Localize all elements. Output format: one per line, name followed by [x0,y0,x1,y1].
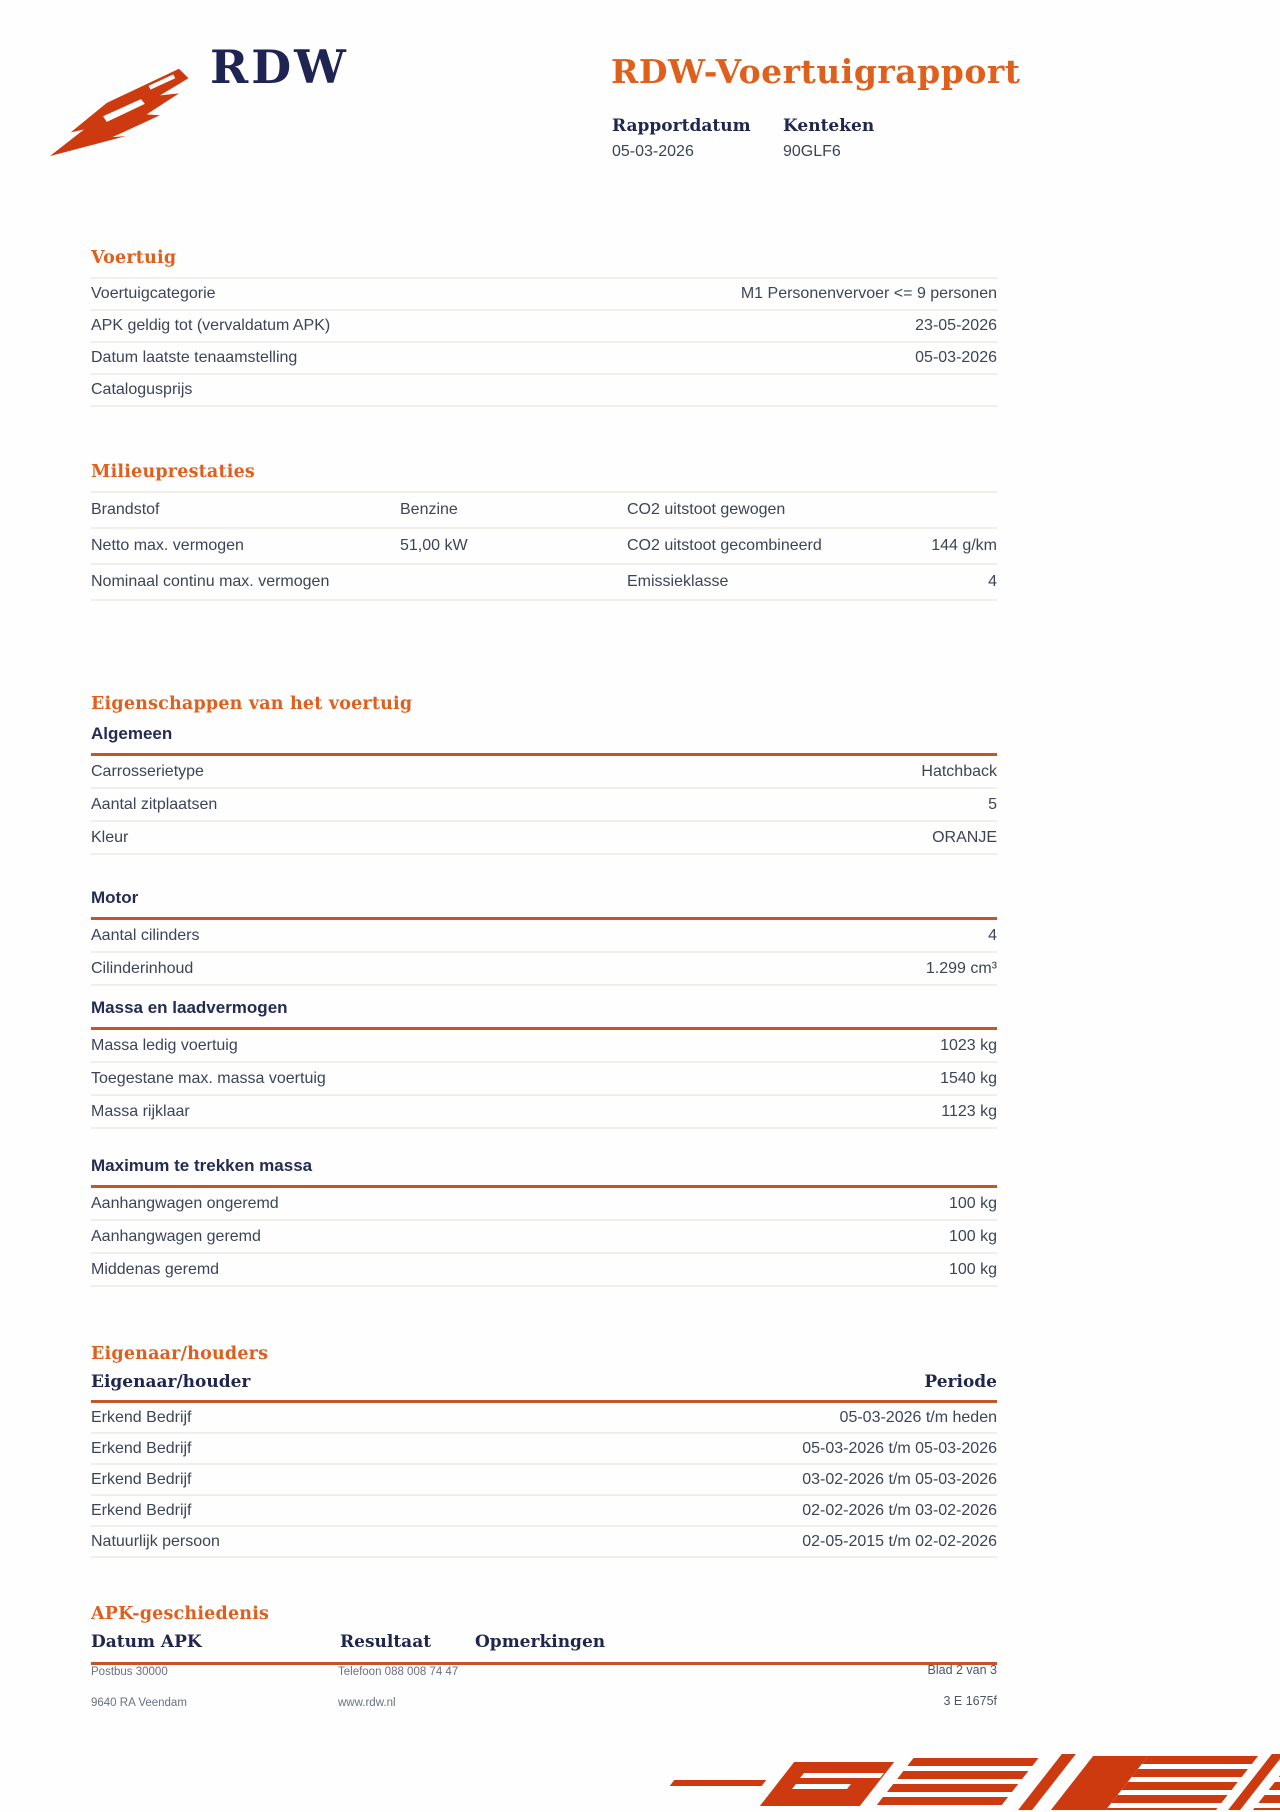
report-meta [612,116,874,161]
row-value: 4 [988,926,997,944]
section-heading: Voertuig [91,248,177,268]
table-row [91,311,997,343]
table-row [91,1527,997,1558]
row-label: Aantal cilinders [91,926,200,944]
footer-address-2: 9640 RA Veendam [91,1697,187,1709]
owner-name: Erkend Bedrijf [91,1470,192,1488]
subsection-title: Massa en laadvermogen [91,998,997,1030]
subsection-motor [91,888,997,986]
row-value: 5 [988,795,997,813]
row-value: 100 kg [948,1227,997,1245]
section-heading: Milieuprestaties [91,462,255,482]
table-row [91,529,997,565]
table-row [91,953,997,986]
row-label: Aanhangwagen geremd [91,1227,261,1245]
subsection-maximum-trekken [91,1156,997,1287]
report-date-value: 05-03-2026 [612,143,694,160]
subsection-algemeen [91,724,997,855]
subsection-title: Motor [91,888,997,920]
section-milieuprestaties [91,462,997,601]
table-row [91,1188,997,1221]
owner-name: Erkend Bedrijf [91,1439,192,1457]
table-row [91,343,997,375]
table-row [91,1496,997,1527]
owner-period: 02-05-2015 t/m 02-02-2026 [802,1532,997,1550]
section-heading: APK-geschiedenis [91,1604,270,1624]
table-row [91,1030,997,1063]
voertuig-rows [91,277,997,407]
row-label: Toegestane max. massa voertuig [91,1069,326,1087]
row-label: APK geldig tot (vervaldatum APK) [91,317,331,334]
stripe-stack [874,1758,1038,1808]
row-label: Massa rijklaar [91,1102,190,1120]
row-value: 1540 kg [940,1069,997,1087]
row-value: Hatchback [921,762,997,780]
table-row [91,279,997,311]
apk-table-header [91,1632,997,1665]
section-heading: Eigenschappen van het voertuig [91,694,413,714]
row-value: ORANJE [932,828,997,846]
row-label: Aanhangwagen ongeremd [91,1194,279,1212]
maximum-rows [91,1188,997,1287]
footer-website: www.rdw.nl [338,1697,396,1709]
rdw-wing-icon [46,60,198,162]
subsection-title: Algemeen [91,724,997,756]
row-value: 4 [988,573,997,590]
table-row [91,1063,997,1096]
footer-phone: Telefoon 088 008 74 47 [338,1666,459,1678]
table-row [91,1254,997,1287]
row-label: Datum laatste tenaamstelling [91,349,298,366]
footer-line-2 [91,1694,997,1709]
row-label: Nominaal continu max. vermogen [91,573,330,590]
table-row [91,1465,997,1496]
page-indicator: Blad 2 van 3 [927,1663,997,1677]
footer-address-1: Postbus 30000 [91,1666,168,1678]
license-plate-value: 90GLF6 [783,143,841,160]
section-eigenaar-houders [91,1344,997,1558]
table-row [91,565,997,601]
table-row [91,822,997,855]
row-value: 51,00 kW [400,537,468,554]
row-label: Kleur [91,828,129,846]
motor-rows [91,920,997,986]
table-row [91,375,997,407]
row-label: Middenas geremd [91,1260,220,1278]
owner-period: 05-03-2026 t/m heden [839,1408,997,1426]
report-date-block [612,116,783,161]
table-row [91,789,997,822]
column-header-owner: Eigenaar/houder [91,1372,251,1392]
row-label: Catalogusprijs [91,381,193,398]
column-header-opmerkingen: Opmerkingen [475,1632,606,1652]
section-eigenschappen [91,694,997,714]
table-row [91,493,997,529]
owner-name: Erkend Bedrijf [91,1408,192,1426]
owner-rows [91,1403,997,1558]
license-plate-block [783,116,874,161]
section-apk-geschiedenis [91,1604,997,1665]
table-row [91,920,997,953]
footer-line-1 [91,1663,997,1678]
row-value: Benzine [400,501,458,518]
section-heading: Eigenaar/houders [91,1344,269,1364]
table-row [91,1403,997,1434]
row-value: 100 kg [948,1260,997,1278]
row-label: Netto max. vermogen [91,537,244,554]
row-label: Voertuigcategorie [91,285,216,302]
column-header-resultaat: Resultaat [340,1632,432,1652]
subsection-massa [91,998,997,1129]
subsection-title: Maximum te trekken massa [91,1156,997,1188]
section-voertuig [91,248,997,407]
rdw-logo-text: RDW [210,40,349,94]
milieu-rows [91,491,997,601]
row-value: 23-05-2026 [915,317,997,334]
stripe-gap [792,1784,851,1789]
column-header-datum-apk: Datum APK [91,1632,202,1652]
rdw-stripe-graphic-icon [652,1752,1280,1812]
row-label: Brandstof [91,501,160,518]
stripe-dash [670,1780,767,1786]
row-label: Carrosserietype [91,762,204,780]
row-value: M1 Personenvervoer <= 9 personen [740,285,997,302]
row-label: CO2 uitstoot gewogen [627,501,786,518]
row-value: 1023 kg [940,1036,997,1054]
license-plate-label: Kenteken [783,116,875,136]
owner-period: 02-02-2026 t/m 03-02-2026 [802,1501,997,1519]
owner-name: Natuurlijk persoon [91,1532,220,1550]
table-row [91,1221,997,1254]
owner-period: 03-02-2026 t/m 05-03-2026 [802,1470,997,1488]
row-label: Cilinderinhoud [91,959,194,977]
algemeen-rows [91,756,997,855]
owner-period: 05-03-2026 t/m 05-03-2026 [802,1439,997,1457]
row-value: 100 kg [948,1194,997,1212]
table-row [91,1434,997,1465]
report-title: RDW-Voertuigrapport [611,52,1021,91]
row-label: Emissieklasse [627,573,729,590]
stripe-gap [800,1773,884,1778]
owner-table-header [91,1372,997,1403]
column-header-period: Periode [924,1372,997,1392]
massa-rows [91,1030,997,1129]
table-row [91,1096,997,1129]
report-date-label: Rapportdatum [612,116,751,136]
doc-code: 3 E 1675f [943,1694,997,1708]
table-row [91,756,997,789]
row-label: Massa ledig voertuig [91,1036,238,1054]
rdw-logo [46,40,349,162]
row-value: 1123 kg [941,1102,997,1120]
row-value: 144 g/km [931,537,997,554]
owner-name: Erkend Bedrijf [91,1501,192,1519]
row-label: CO2 uitstoot gecombineerd [627,537,822,554]
row-value: 1.299 cm³ [925,959,997,977]
row-label: Aantal zitplaatsen [91,795,218,813]
row-value: 05-03-2026 [915,349,997,366]
